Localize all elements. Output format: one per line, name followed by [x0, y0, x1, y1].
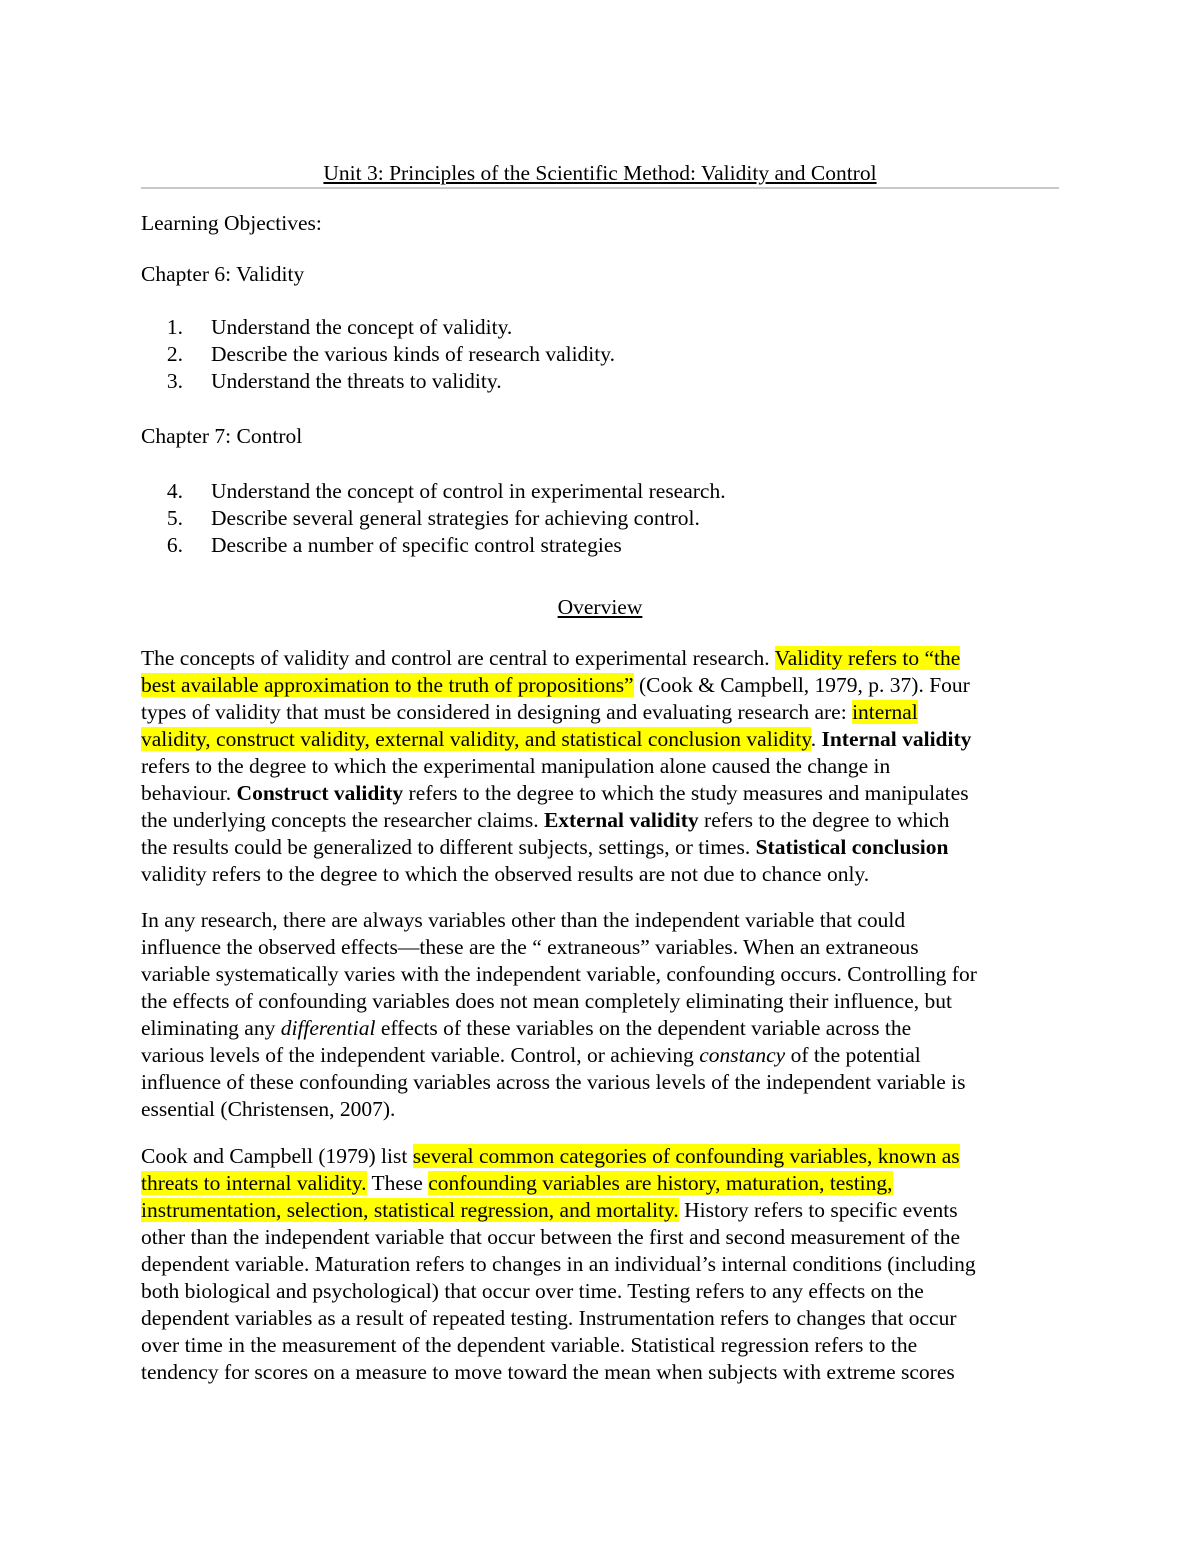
list-item: 5. Describe several general strategies for achieving control. — [166, 506, 700, 530]
title-divider — [141, 187, 1059, 189]
chapter6-heading: Chapter 6: Validity — [141, 262, 305, 286]
page-title: Unit 3: Principles of the Scientific Method: Validity and Control — [323, 161, 877, 185]
overview-paragraph-3: Cook and Campbell (1979) list several common categories of confounding variables, known as threats to internal validity. These confounding variables are history, maturation, testing, instrumentation, selection, statistical regression, and mortality. History refers to specific events other than the independent variable that occur between the first and second measurement of the dependent variable. Maturation refers to changes in an individual’s internal conditions (including both biological and psychological) that occur over time. Testing refers to any effects on the dependent variables as a result of repeated testing. Instrumentation refers to changes that occur over time in the measurement of the dependent variable. Statistical regression refers to the tendency for scores on a measure to move toward the mean when subjects with extreme scores — [141, 1144, 976, 1384]
learning-objectives-label: Learning Objectives: — [141, 211, 322, 235]
overview-heading: Overview — [557, 595, 643, 619]
chapter6-objectives-list — [141, 314, 615, 395]
list-item: 4. Understand the concept of control in experimental research. — [166, 479, 726, 503]
chapter7-objectives-list — [141, 478, 726, 559]
chapter7-heading: Chapter 7: Control — [141, 424, 303, 448]
list-item: 1. Understand the concept of validity. — [166, 315, 513, 339]
list-item: 6. Describe a number of specific control strategies — [166, 533, 622, 557]
list-item: 3. Understand the threats to validity. — [166, 369, 502, 393]
list-item: 2. Describe the various kinds of research validity. — [166, 342, 615, 366]
overview-paragraph-2: In any research, there are always variables other than the independent variable that could influence the observed effects—these are the “ extraneous” variables. When an extraneous variable systematically varies with the independent variable, confounding occurs. Controlling for the effects of confounding variables does not mean completely eliminating their influence, but eliminating any differential effects of these variables on the dependent variable across the various levels of the independent variable. Control, or achieving constancy of the potential influence of these confounding variables across the various levels of the independent variable is essential (Christensen, 2007). — [141, 908, 977, 1121]
overview-paragraph-1: The concepts of validity and control are central to experimental research. Validity refers to “the best available approximation to the truth of propositions” (Cook & Campbell, 1979, p. 37). Four types of validity that must be considered in designing and evaluating research are: internal validity, construct validity, external validity, and statistical conclusion validity. Internal validity refers to the degree to which the experimental manipulation alone caused the change in behaviour. Construct validity refers to the degree to which the study measures and manipulates the underlying concepts the researcher claims. External validity refers to the degree to which the results could be generalized to different subjects, settings, or times. Statistical conclusion validity refers to the degree to which the observed results are not due to chance only. — [141, 646, 972, 886]
